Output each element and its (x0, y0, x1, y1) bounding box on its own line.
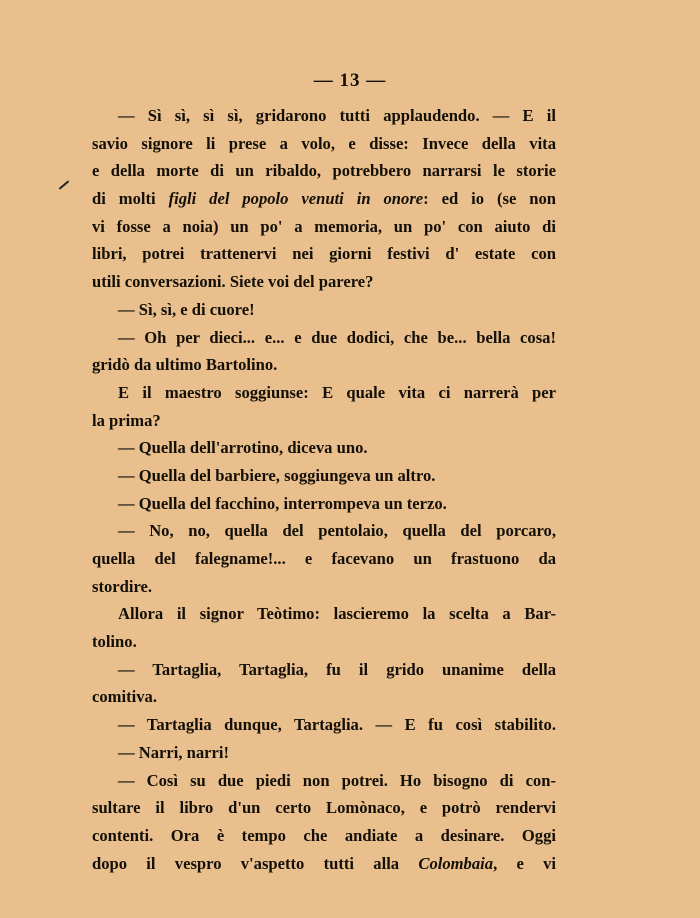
text-segment: — No, no, quella del pentolaio, quella del porcaro, (118, 521, 556, 541)
text-segment: — Quella dell'arrotino, diceva uno. (118, 438, 368, 458)
text-segment: e della morte di un ribaldo, potrebbero narrarsi le storie (92, 161, 556, 181)
text-line (92, 130, 556, 158)
text-line (92, 822, 556, 850)
text-segment: sultare il libro d'un certo Lomònaco, e potrò rendervi (92, 798, 556, 818)
text-segment: dopo il vespro v'aspetto tutti alla (92, 853, 419, 873)
text-segment: — Tartaglia dunque, Tartaglia. — E fu così stabilito. (118, 715, 556, 735)
text-line (92, 462, 556, 490)
text-segment: contenti. Ora è tempo che andiate a desinare. Oggi (92, 825, 556, 845)
text-line (92, 683, 556, 711)
text-segment: vi fosse a noia) un po' a memoria, un po' con aiuto di (92, 216, 556, 236)
text-line (92, 739, 556, 767)
italic-phrase: Colombaia (418, 853, 494, 873)
text-line (92, 268, 556, 296)
text-segment: tolino. (92, 632, 137, 652)
text-segment: quella del falegname!... e facevano un frastuono da (92, 549, 556, 568)
text-segment: comitiva. (92, 687, 157, 707)
text-segment: — Tartaglia, Tartaglia, fu il grido unanime della (118, 659, 556, 679)
text-line (92, 573, 556, 601)
text-line (92, 185, 556, 213)
margin-mark (59, 180, 69, 189)
text-line (92, 213, 556, 241)
text-segment: stordire. (92, 576, 153, 596)
page-number: — 13 — (313, 70, 387, 91)
text-segment: — Sì, sì, e di cuore! (118, 299, 255, 319)
text-line (92, 767, 556, 795)
body-text (92, 102, 556, 877)
text-line (92, 600, 556, 628)
text-segment: — Così su due piedi non potrei. Ho bisogno di con- (118, 770, 556, 790)
text-line (92, 324, 556, 352)
text-segment: utili conversazioni. Siete voi del parere? (92, 272, 374, 292)
text-line (92, 296, 556, 324)
text-line (92, 711, 556, 739)
text-line (92, 379, 556, 407)
text-segment: Allora il signor Teòtimo: lascieremo la scelta a Bar- (118, 604, 556, 624)
text-line (92, 628, 556, 656)
text-line (92, 545, 556, 573)
text-line (92, 240, 556, 268)
text-line (92, 490, 556, 518)
text-segment: di molti (92, 189, 169, 209)
text-segment: E il maestro soggiunse: E quale vita ci narrerà per (118, 382, 556, 402)
italic-phrase: figli del popolo venuti in onore (168, 189, 424, 209)
text-segment: — Quella del facchino, interrompeva un terzo. (118, 493, 447, 513)
text-line (92, 351, 556, 379)
text-line (92, 157, 556, 185)
text-segment: — Sì sì, sì sì, gridarono tutti applaudendo. — E il (118, 106, 556, 125)
text-segment: — Narri, narri! (118, 742, 230, 762)
text-segment: : ed io (se non (423, 189, 556, 209)
text-segment: , e vi (493, 853, 556, 873)
text-segment: la prima? (92, 410, 161, 430)
text-line (92, 794, 556, 822)
text-segment: savio signore li prese a volo, e disse: Invece della vita (92, 133, 556, 153)
text-line (92, 434, 556, 462)
text-line (92, 850, 556, 878)
text-segment: — Oh per dieci... e... e due dodici, che be... bella cosa! (118, 327, 556, 347)
text-segment: — Quella del barbiere, soggiungeva un altro. (118, 465, 436, 485)
text-line (92, 407, 556, 435)
text-line (92, 102, 556, 130)
text-segment: gridò da ultimo Bartolino. (92, 355, 278, 375)
text-line (92, 517, 556, 545)
text-segment: libri, potrei trattenervi nei giorni festivi d' estate con (92, 244, 556, 264)
text-line (92, 656, 556, 684)
